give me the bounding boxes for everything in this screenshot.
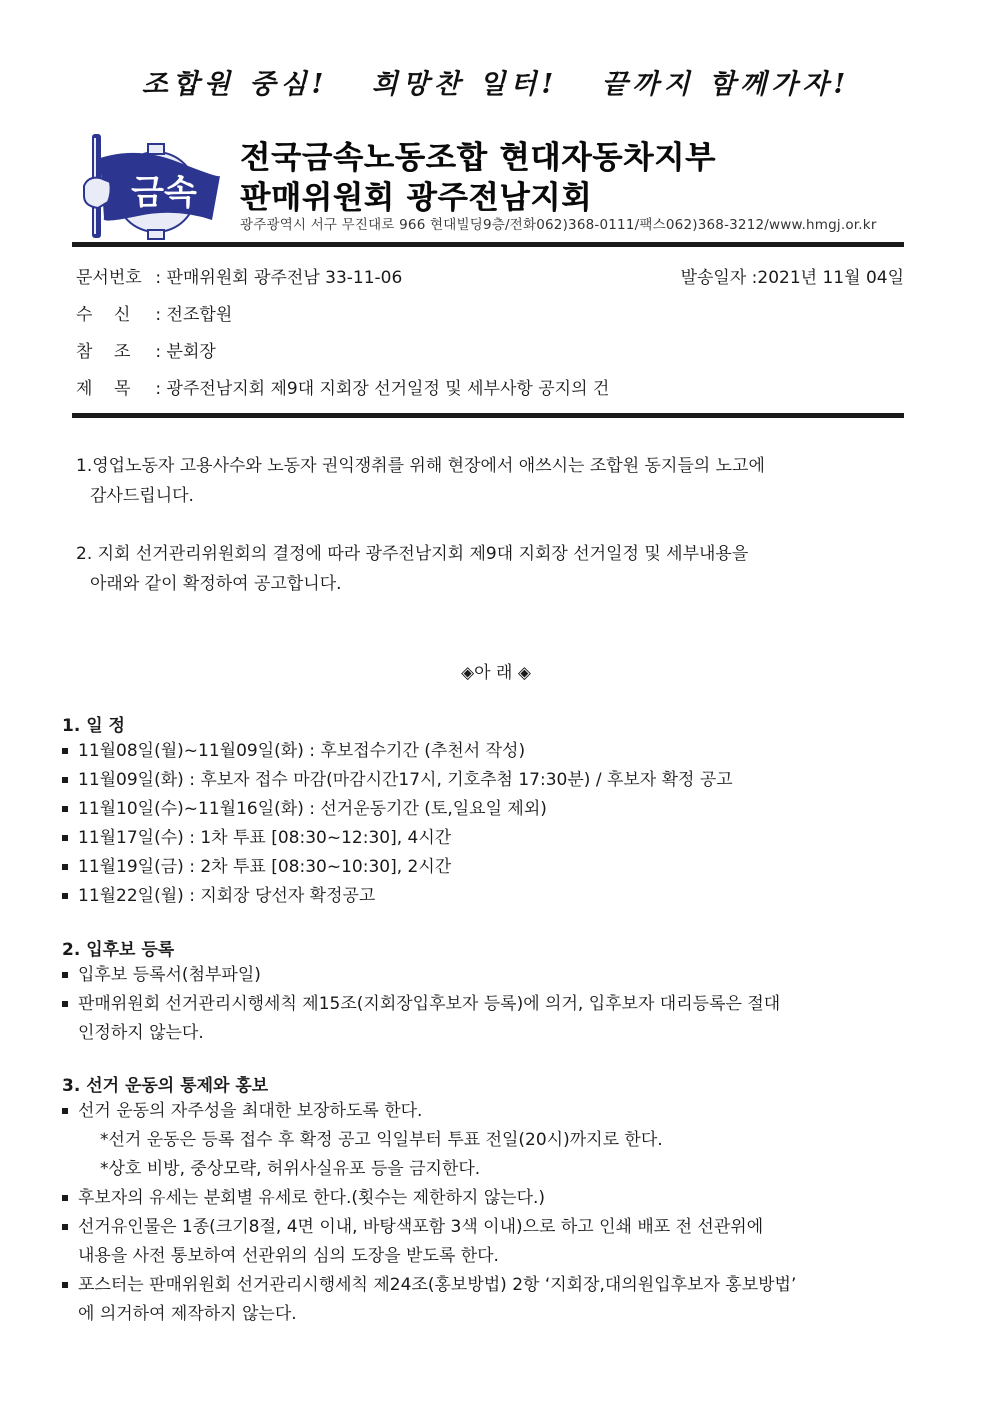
paragraph-2-line1: 2. 지회 선거관리위원회의 결정에 따라 광주전남지회 제9대 지회장 선거일정 및 세부내용을 (76, 544, 749, 564)
logo-text: 금속 (131, 173, 197, 213)
doc-number-row: 문서번호 : 판매위원회 광주전남 33-11-06 발송일자 :2021년 11월 04일 (76, 268, 904, 288)
paragraph-1-line1: 1.영업노동자 고용사수와 노동자 권익쟁취를 위해 현장에서 애쓰시는 조합원 동지들의 노고에 (76, 456, 765, 476)
section-title: 2. 입후보 등록 (62, 940, 175, 960)
reference-label: 참 조 (76, 342, 131, 362)
notice-title: ◈아 래 ◈ (461, 663, 531, 683)
paragraph-1 (76, 451, 896, 511)
list-item: 포스터는 판매위원회 선거관리시행세칙 제24조(홍보방법) 2항 ‘지회장,대의원입후보자 홍보방법’ 에 의거하여 제작하지 않는다. (62, 1271, 902, 1329)
list-item: 11월17일(수) : 1차 투표 [08:30~12:30], 4시간 (62, 824, 902, 853)
org-name-line2: 판매위원회 광주전남지회 (240, 180, 593, 216)
subject: 광주전남지회 제9대 지회장 선거일정 및 세부사항 공지의 건 (166, 379, 610, 399)
sub-item: *상호 비방, 중상모략, 허위사실유포 등을 금지한다. (100, 1159, 481, 1179)
paragraph-2 (76, 539, 896, 599)
registration-list (62, 961, 902, 1048)
list-item: 입후보 등록서(첨부파일) (62, 961, 902, 990)
list-item: 후보자의 유세는 분회별 유세로 한다.(횟수는 제한하지 않는다.) (62, 1184, 902, 1213)
list-item: 11월09일(화) : 후보자 접수 마감(마감시간17시, 기호추첨 17:30분) / 후보자 확정 공고 (62, 766, 902, 795)
recipient-row: 수 신 : 전조합원 (76, 305, 233, 325)
paragraph-2-line2: 아래와 같이 확정하여 공고합니다. (90, 574, 342, 594)
send-date: 발송일자 :2021년 11월 04일 (680, 268, 904, 288)
list-item: 선거 운동의 자주성을 최대한 보장하도록 한다. *선거 운동은 등록 접수 후 확정 공고 익일부터 투표 전일(20시)까지로 한다. *상호 비방, 중상모략, 허위사실유포 등을 금지한다. (62, 1097, 902, 1184)
reference-row: 참 조 : 분회장 (76, 342, 216, 362)
reference: 분회장 (166, 342, 216, 362)
section-title: 3. 선거 운동의 통제와 홍보 (62, 1076, 269, 1096)
org-address: 광주광역시 서구 무진대로 966 현대빌딩9층/전화062)368-0111/팩스062)368-3212/www.hmgj.or.kr (240, 217, 877, 233)
list-item: 11월19일(금) : 2차 투표 [08:30~10:30], 2시간 (62, 853, 902, 882)
list-item: 11월22일(월) : 지회장 당선자 확정공고 (62, 882, 902, 911)
recipient: 전조합원 (166, 305, 233, 325)
list-item: 판매위원회 선거관리시행세칙 제15조(지회장입후보자 등록)에 의거, 입후보자 대리등록은 절대 인정하지 않는다. (62, 990, 902, 1048)
list-item: 선거유인물은 1종(크기8절, 4면 이내, 바탕색포함 3색 이내)으로 하고 인쇄 배포 전 선관위에 내용을 사전 통보하여 선관위의 심의 도장을 받도록 한다. (62, 1213, 902, 1271)
header-divider-top (72, 242, 904, 247)
list-item: 11월08일(월)~11월09일(화) : 후보접수기간 (추천서 작성) (62, 737, 902, 766)
header-divider-bottom (72, 413, 904, 418)
recipient-label: 수 신 (76, 305, 131, 325)
sub-item: *선거 운동은 등록 접수 후 확정 공고 익일부터 투표 전일(20시)까지로 한다. (100, 1130, 663, 1150)
section-title: 1. 일 정 (62, 716, 125, 736)
org-name-line1: 전국금속노동조합 현대자동차지부 (240, 140, 716, 176)
slogan: 조합원 중심! 희망찬 일터! 끝까지 함께가자! (141, 69, 851, 100)
doc-number-label: 문서번호 (76, 268, 142, 288)
schedule-list (62, 737, 902, 911)
subject-label: 제 목 (76, 379, 131, 399)
fist-icon (84, 178, 111, 208)
campaign-list (62, 1097, 902, 1329)
paragraph-1-line2: 감사드립니다. (90, 486, 194, 506)
list-item: 11월10일(수)~11월16일(화) : 선거운동기간 (토,일요일 제외) (62, 795, 902, 824)
doc-number: 판매위원회 광주전남 33-11-06 (166, 268, 403, 288)
subject-row: 제 목 : 광주전남지회 제9대 지회장 선거일정 및 세부사항 공지의 건 (76, 379, 610, 399)
union-logo (78, 128, 228, 240)
